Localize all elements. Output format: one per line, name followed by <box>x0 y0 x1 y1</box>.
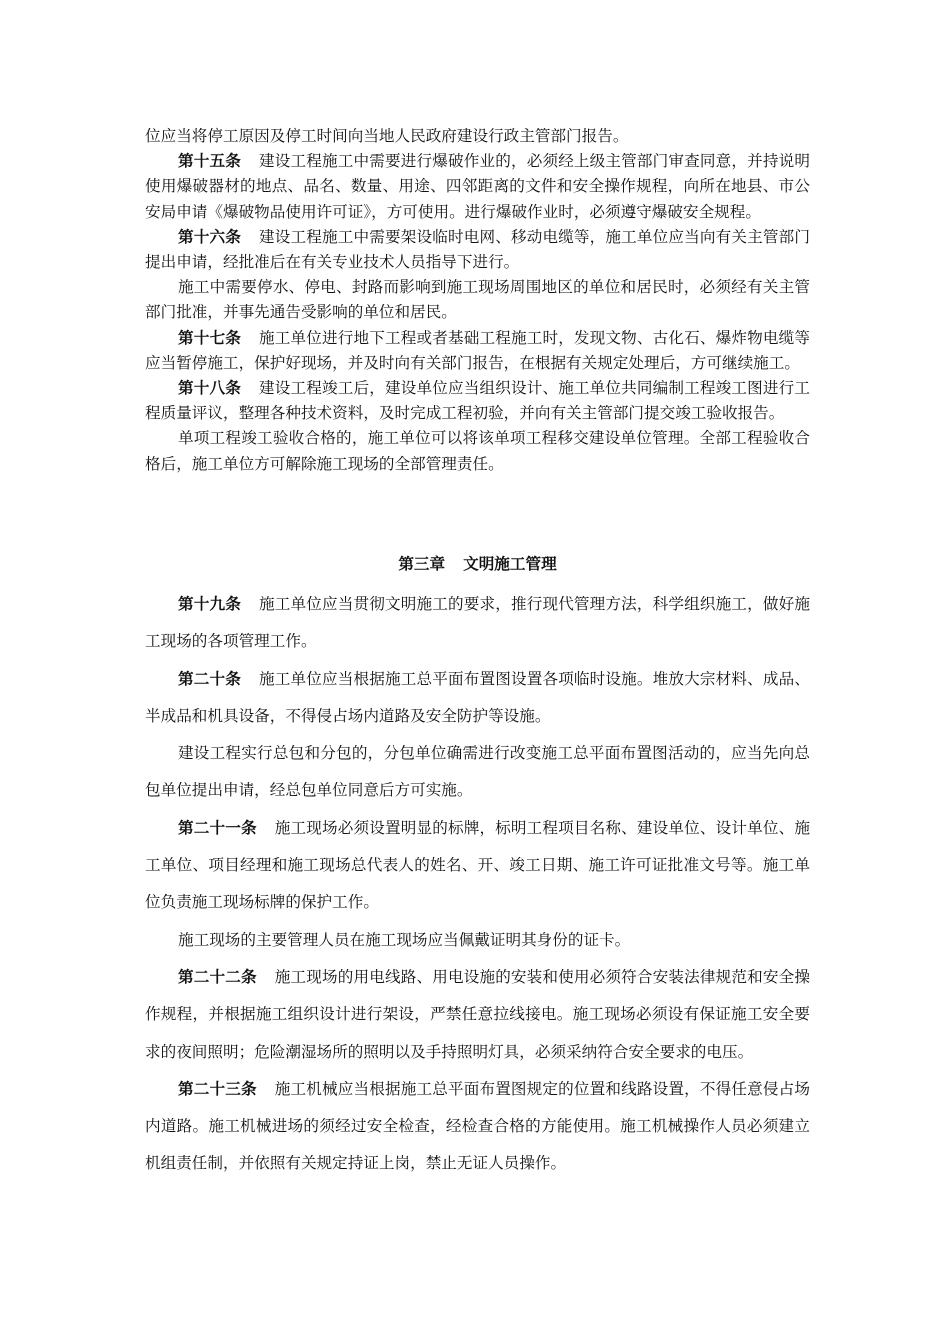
paragraph <box>145 124 810 149</box>
paragraph-text: 位应当将停工原因及停工时间向当地人民政府建设行政主管部门报告。 <box>145 127 629 145</box>
article-18 <box>145 376 810 426</box>
chapter-title: 文明施工管理 <box>463 555 557 573</box>
article-number: 第十六条 <box>178 227 241 246</box>
article-23 <box>145 1071 810 1183</box>
article-number: 第十五条 <box>178 152 241 171</box>
article-number: 第二十条 <box>178 669 241 688</box>
paragraph-text: 单项工程竣工验收合格的，施工单位可以将该单项工程移交建设单位管理。全部工程验收合格后，施工单位方可解除施工现场的全部管理责任。 <box>145 429 810 473</box>
article-number: 第二十三条 <box>178 1079 257 1098</box>
paragraph-text: 建设工程施工中需要进行爆破作业的，必须经上级主管部门审查同意，并持说明使用爆破器材的地点、品名、数量、用途、四邻距离的文件和安全操作规程，向所在地县、市公安局申请《爆破物品使用许可证》，方可使用。进行爆破作业时，必须遵守爆破安全规程。 <box>145 152 810 221</box>
paragraph-text: 建设工程实行总包和分包的，分包单位确需进行改变施工总平面布置图活动的，应当先向总包单位提出申请，经总包单位同意后方可实施。 <box>145 744 810 800</box>
article-number: 第二十二条 <box>178 967 257 986</box>
section-civilized-construction <box>145 586 810 1183</box>
paragraph-text: 施工机械应当根据施工总平面布置图规定的位置和线路设置，不得任意侵占场内道路。施工机械进场的须经过安全检查，经检查合格的方能使用。施工机械操作人员必须建立机组责任制，并依照有关规定持证上岗，禁止无证人员操作。 <box>145 1079 810 1173</box>
article-22 <box>145 959 810 1071</box>
paragraph <box>145 922 810 959</box>
article-15 <box>145 149 810 225</box>
paragraph-text: 施工中需要停水、停电、封路而影响到施工现场周围地区的单位和居民时，必须经有关主管部门批准，并事先通告受影响的单位和居民。 <box>145 278 810 322</box>
paragraph <box>145 735 810 810</box>
article-number: 第十九条 <box>178 595 241 613</box>
paragraph-text: 建设工程施工中需要架设临时电网、移动电缆等，施工单位应当向有关主管部门提出申请，经批准后在有关专业技术人员指导下进行。 <box>145 227 810 272</box>
chapter-number: 第三章 <box>398 555 446 573</box>
paragraph-text: 施工单位进行地下工程或者基础工程施工时，发现文物、古化石、爆炸物电缆等应当暂停施工，保护好现场，并及时向有关部门报告，在根据有关规定处理后，方可继续施工。 <box>145 328 810 372</box>
article-number: 第十八条 <box>178 379 241 398</box>
article-number: 第二十一条 <box>178 818 257 837</box>
paragraph-text: 施工现场的用电线路、用电设施的安装和使用必须符合安装法律规范和安全操作规程，并根据施工组织设计进行架设，严禁任意拉线接电。施工现场必须设有保证施工安全要求的夜间照明；危险潮湿场所的照明以及手持照明灯具，必须采纳符合安全要求的电压。 <box>145 967 810 1061</box>
paragraph-text: 施工单位应当贯彻文明施工的要求，推行现代管理方法，科学组织施工，做好施工现场的各项管理工作。 <box>145 595 810 651</box>
article-20 <box>145 661 810 736</box>
paragraph <box>145 275 810 325</box>
article-17 <box>145 326 810 376</box>
paragraph <box>145 426 810 476</box>
section-construction-articles <box>145 124 810 477</box>
article-19 <box>145 586 810 661</box>
article-number: 第十七条 <box>178 328 241 347</box>
paragraph-text: 施工现场的主要管理人员在施工现场应当佩戴证明其身份的证卡。 <box>178 930 631 949</box>
article-21 <box>145 810 810 922</box>
article-16 <box>145 225 810 275</box>
paragraph-text: 施工单位应当根据施工总平面布置图设置各项临时设施。堆放大宗材料、成品、半成品和机具设备，不得侵占场内道路及安全防护等设施。 <box>145 669 810 725</box>
paragraph-text: 施工现场必须设置明显的标牌，标明工程项目名称、建设单位、设计单位、施工单位、项目经理和施工现场总代表人的姓名、开、竣工日期、施工许可证批准文号等。施工单位负责施工现场标牌的保护工作。 <box>145 818 810 912</box>
chapter-heading <box>145 552 810 577</box>
paragraph-text: 建设工程竣工后，建设单位应当组织设计、施工单位共同编制工程竣工图进行工程质量评议，整理各种技术资料，及时完成工程初验，并向有关主管部门提交竣工验收报告。 <box>145 379 810 423</box>
